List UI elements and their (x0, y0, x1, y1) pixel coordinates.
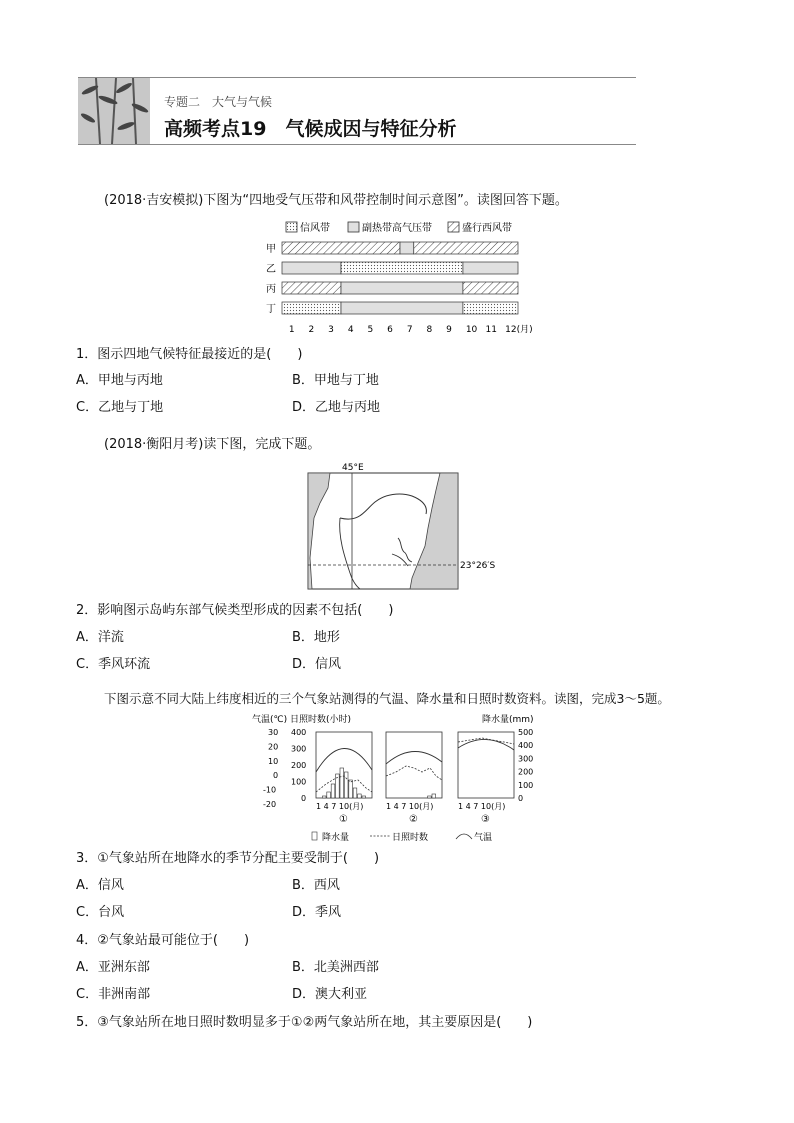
legend-temp: 气温 (474, 833, 493, 843)
legend-rain: 降水量 (322, 833, 350, 843)
q2-option-a[interactable]: A．洋流 (76, 630, 124, 645)
rain-bar (358, 794, 362, 798)
month-tick-label: 11 (485, 325, 497, 335)
sun-tick-label: 200 (291, 761, 307, 770)
belt-segment (463, 302, 518, 314)
wind-belt-chart (262, 216, 552, 338)
q3-option-d[interactable]: D．季风 (292, 905, 342, 920)
climate-panel (386, 732, 442, 825)
station-label: ① (339, 814, 348, 825)
q3-option-a[interactable]: A．信风 (76, 878, 124, 893)
month-tick-label: 6 (387, 325, 393, 335)
temp-tick-label: -20 (263, 800, 277, 809)
legend-swatch-trade-wind (286, 222, 297, 232)
right-axis-title: 降水量(mm) (482, 715, 534, 725)
intro-2: (2018·衡阳月考)读下图，完成下题。 (104, 437, 321, 452)
station-label: ③ (481, 814, 490, 825)
q1-option-c[interactable]: C．乙地与丁地 (76, 400, 164, 415)
belt-segment (282, 262, 341, 274)
temp-tick-label: 20 (268, 742, 279, 752)
q4-stem: 4．②气象站最可能位于( ) (76, 933, 250, 948)
q1-option-a[interactable]: A．甲地与丙地 (76, 373, 163, 388)
rain-tick-label: 300 (518, 754, 534, 764)
rain-bar (340, 768, 344, 798)
intro-3: 下图示意不同大陆上纬度相近的三个气象站测得的气温、降水量和日照时数资料。读图，完成3～5题。 (104, 691, 670, 706)
belt-segment (282, 302, 341, 314)
bamboo-decoration-icon (78, 78, 150, 144)
rain-tick-label: 400 (518, 741, 534, 751)
legend-swatch-subtropical-high (348, 222, 359, 232)
month-tick-label: 8 (426, 325, 433, 335)
sun-tick-label: 300 (291, 744, 307, 754)
q3-stem: 3．①气象站所在地降水的季节分配主要受制于( ) (76, 851, 380, 866)
row-label: 甲 (266, 244, 276, 255)
month-tick-label: 2 (308, 325, 315, 335)
q1-option-b[interactable]: B．甲地与丁地 (292, 373, 379, 388)
madagascar-map (300, 458, 512, 592)
month-tick-label: 1 (288, 325, 295, 335)
rain-bar (344, 772, 348, 798)
q2-option-b[interactable]: B．地形 (292, 630, 340, 645)
month-tick-label: 10 (465, 325, 478, 335)
rain-tick-label: 500 (518, 728, 534, 737)
q4-option-b[interactable]: B．北美洲西部 (292, 960, 379, 975)
temp-tick-label: 10 (268, 756, 279, 766)
legend-trade-wind: 信风带 (300, 223, 330, 234)
station-label: ② (409, 814, 418, 825)
legend-swatch-westerlies (448, 222, 459, 232)
page-title: 高频考点19 气候成因与特征分析 (164, 118, 457, 140)
x-tick-labels: 1 4 7 10(月) (458, 802, 506, 811)
row-label: 丁 (266, 304, 276, 315)
belt-segment (341, 262, 463, 274)
map-longitude-label: 45°E (342, 463, 364, 473)
q1-stem: 1．图示四地气候特征最接近的是( ) (76, 347, 303, 362)
legend-subtropical-high: 副热带高气压带 (362, 223, 432, 234)
rain-bar (331, 784, 335, 798)
rain-bar (327, 792, 331, 798)
climate-charts (250, 712, 550, 846)
q2-option-d[interactable]: D．信风 (292, 657, 342, 672)
month-tick-label: 9 (446, 325, 452, 335)
q2-option-c[interactable]: C．季风环流 (76, 657, 151, 672)
month-tick-label: 3 (328, 325, 334, 335)
belt-bars (282, 242, 518, 314)
header-bottom-rule (78, 144, 636, 145)
rain-bar (432, 794, 436, 798)
header-topic: 专题二 大气与气候 (164, 95, 273, 109)
legend-rain-swatch (312, 832, 317, 840)
q4-option-d[interactable]: D．澳大利亚 (292, 987, 368, 1002)
rain-tick-label: 100 (518, 780, 534, 790)
sun-tick-label: 100 (291, 777, 307, 787)
x-tick-labels: 1 4 7 10(月) (386, 802, 434, 811)
rain-bar (349, 780, 353, 798)
belt-segment (400, 242, 414, 254)
q4-option-a[interactable]: A．亚洲东部 (76, 960, 150, 975)
belt-segment (463, 282, 518, 294)
intro-1: (2018·吉安模拟)下图为“四地受气压带和风带控制时间示意图”。读图回答下题。 (104, 193, 568, 208)
rain-bar (322, 796, 326, 798)
temp-tick-label: 30 (268, 728, 279, 737)
q1-option-d[interactable]: D．乙地与丙地 (292, 400, 381, 415)
rain-tick-label: 200 (518, 767, 534, 777)
temp-tick-label: 0 (273, 771, 279, 781)
left-axis-title: 气温(℃) 日照时数(小时) (252, 715, 352, 725)
belt-segment (282, 242, 400, 254)
q3-option-b[interactable]: B．西风 (292, 878, 340, 893)
legend-sun: 日照时数 (392, 833, 429, 843)
q5-stem: 5．③气象站所在地日照时数明显多于①②两气象站所在地，其主要原因是( ) (76, 1015, 533, 1030)
climate-panel (458, 732, 514, 825)
sun-tick-label: 0 (301, 794, 307, 803)
belt-segment (341, 282, 463, 294)
climate-panel (316, 732, 372, 825)
legend-temp-swatch (456, 834, 472, 839)
sun-tick-label: 400 (291, 728, 307, 737)
q4-option-c[interactable]: C．非洲南部 (76, 987, 151, 1002)
belt-segment (341, 302, 463, 314)
row-label: 乙 (266, 264, 276, 275)
month-tick-label: 5 (367, 325, 374, 335)
temp-tick-label: -10 (263, 785, 277, 795)
rain-bar (353, 788, 357, 798)
month-tick-label: 4 (347, 325, 354, 335)
row-label: 丙 (266, 284, 276, 295)
rain-bar (428, 796, 432, 798)
x-tick-labels: 1 4 7 10(月) (316, 802, 364, 811)
rain-tick-label: 0 (518, 794, 524, 803)
belt-segment (414, 242, 518, 254)
map-latitude-label: 23°26′S (460, 561, 496, 571)
header-top-rule (78, 77, 636, 78)
q3-option-c[interactable]: C．台风 (76, 905, 125, 920)
month-tick-label: 12(月) (505, 325, 533, 335)
belt-segment (463, 262, 518, 274)
legend-westerlies: 盛行西风带 (462, 223, 512, 234)
q2-stem: 2．影响图示岛屿东部气候类型形成的因素不包括( ) (76, 603, 394, 618)
month-tick-label: 7 (406, 325, 413, 335)
rain-bar (362, 796, 366, 798)
belt-segment (282, 282, 341, 294)
